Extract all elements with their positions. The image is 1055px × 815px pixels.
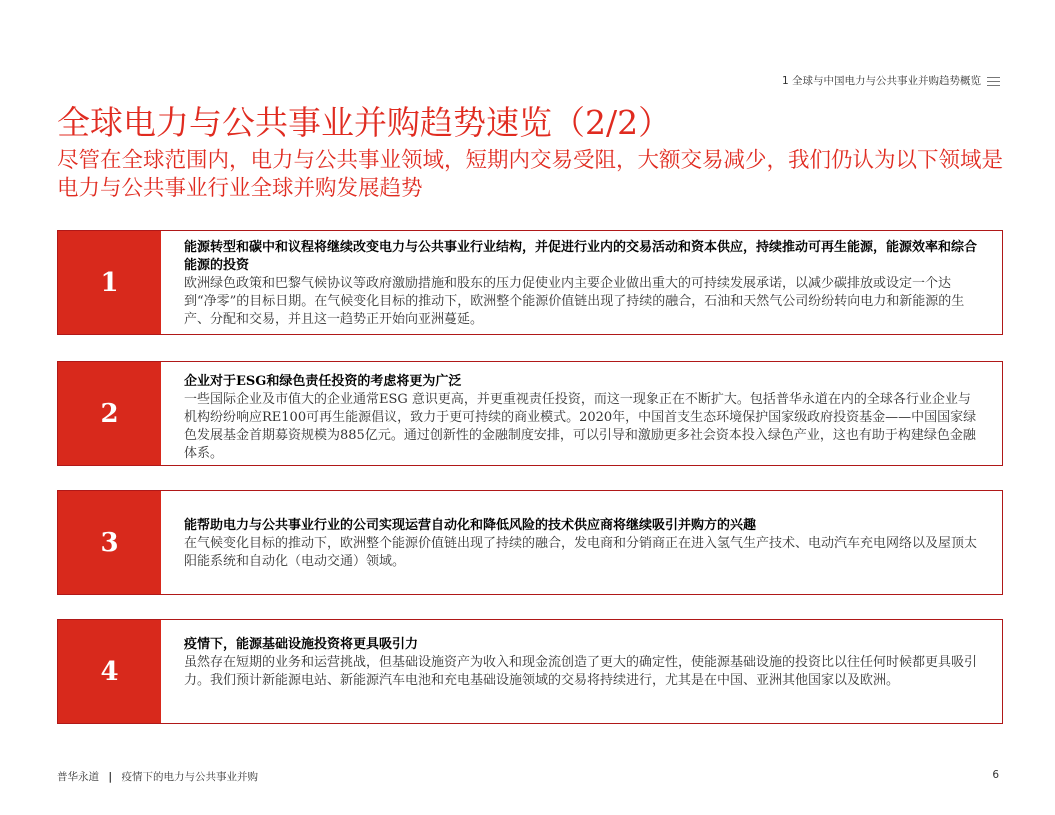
card-number: 4 xyxy=(58,620,161,723)
card-text: 在气候变化目标的推动下，欧洲整个能源价值链出现了持续的融合，发电商和分销商正在进入氢气生产技术、电动汽车充电网络以及屋顶太阳能系统和自动化（电动交通）领域。 xyxy=(184,536,978,569)
footer xyxy=(57,769,258,784)
card-text: 虽然存在短期的业务和运营挑战，但基础设施资产为收入和现金流创造了更大的确定性，使能源基础设施的投资比以往任何时候都更具吸引力。我们预计新能源电站、新能源汽车电池和充电基础设施领域的交易将持续进行，尤其是在中国、亚洲其他国家以及欧洲。 xyxy=(184,655,978,688)
card-number: 3 xyxy=(58,491,161,594)
trend-card-1 xyxy=(57,230,1003,335)
card-body xyxy=(184,517,982,571)
footer-report-title: 疫情下的电力与公共事业并购 xyxy=(121,771,259,783)
section-header xyxy=(782,73,1000,88)
trend-card-3 xyxy=(57,490,1003,595)
page-title: 全球电力与公共事业并购趋势速览（2/2） xyxy=(57,103,672,142)
card-text: 一些国际企业及市值大的企业通常ESG 意识更高，并更重视责任投资，而这一现象正在不断扩大。包括普华永道在内的全球各行业企业与机构纷纷响应RE100可再生能源倡议，致力于更可持续的商业模式。2020年，中国首支生态环境保护国家级政府投资基金——中国国家绿色发展基金首期募资规模为885亿元。通过创新性的金融制度安排，可以引导和激励更多社会资本投入绿色产业，这也有助于构建绿色金融体系。 xyxy=(184,392,977,461)
card-number: 1 xyxy=(58,231,161,334)
menu-icon[interactable] xyxy=(987,76,1000,86)
card-number: 2 xyxy=(58,362,161,465)
trend-card-4 xyxy=(57,619,1003,724)
page-number: 6 xyxy=(992,769,999,781)
page-subtitle: 尽管在全球范围内，电力与公共事业领域，短期内交易受阻，大额交易减少，我们仍认为以下领域是电力与公共事业行业全球并购发展趋势 xyxy=(57,148,1004,201)
card-heading: 企业对于ESG和绿色责任投资的考虑将更为广泛 xyxy=(184,374,462,389)
section-label: 1 全球与中国电力与公共事业并购趋势概览 xyxy=(781,75,981,87)
footer-separator: | xyxy=(108,771,113,783)
card-heading: 疫情下，能源基础设施投资将更具吸引力 xyxy=(184,637,419,652)
card-heading: 能帮助电力与公共事业行业的公司实现运营自动化和降低风险的技术供应商将继续吸引并购方的兴趣 xyxy=(184,518,757,533)
card-body xyxy=(184,636,982,690)
card-body xyxy=(184,239,982,329)
trend-card-2 xyxy=(57,361,1003,466)
footer-brand: 普华永道 xyxy=(57,771,99,783)
card-text: 欧洲绿色政策和巴黎气候协议等政府激励措施和股东的压力促使业内主要企业做出重大的可持续发展承诺，以减少碳排放或设定一个达到“净零”的目标日期。在气候变化目标的推动下，欧洲整个能源价值链出现了持续的融合，石油和天然气公司纷纷转向电力和新能源的生产、分配和交易，并且这一趋势正开始向亚洲蔓延。 xyxy=(184,276,965,327)
card-heading: 能源转型和碳中和议程将继续改变电力与公共事业行业结构，并促进行业内的交易活动和资本供应，持续推动可再生能源，能源效率和综合能源的投资 xyxy=(184,240,978,273)
card-body xyxy=(184,373,982,463)
